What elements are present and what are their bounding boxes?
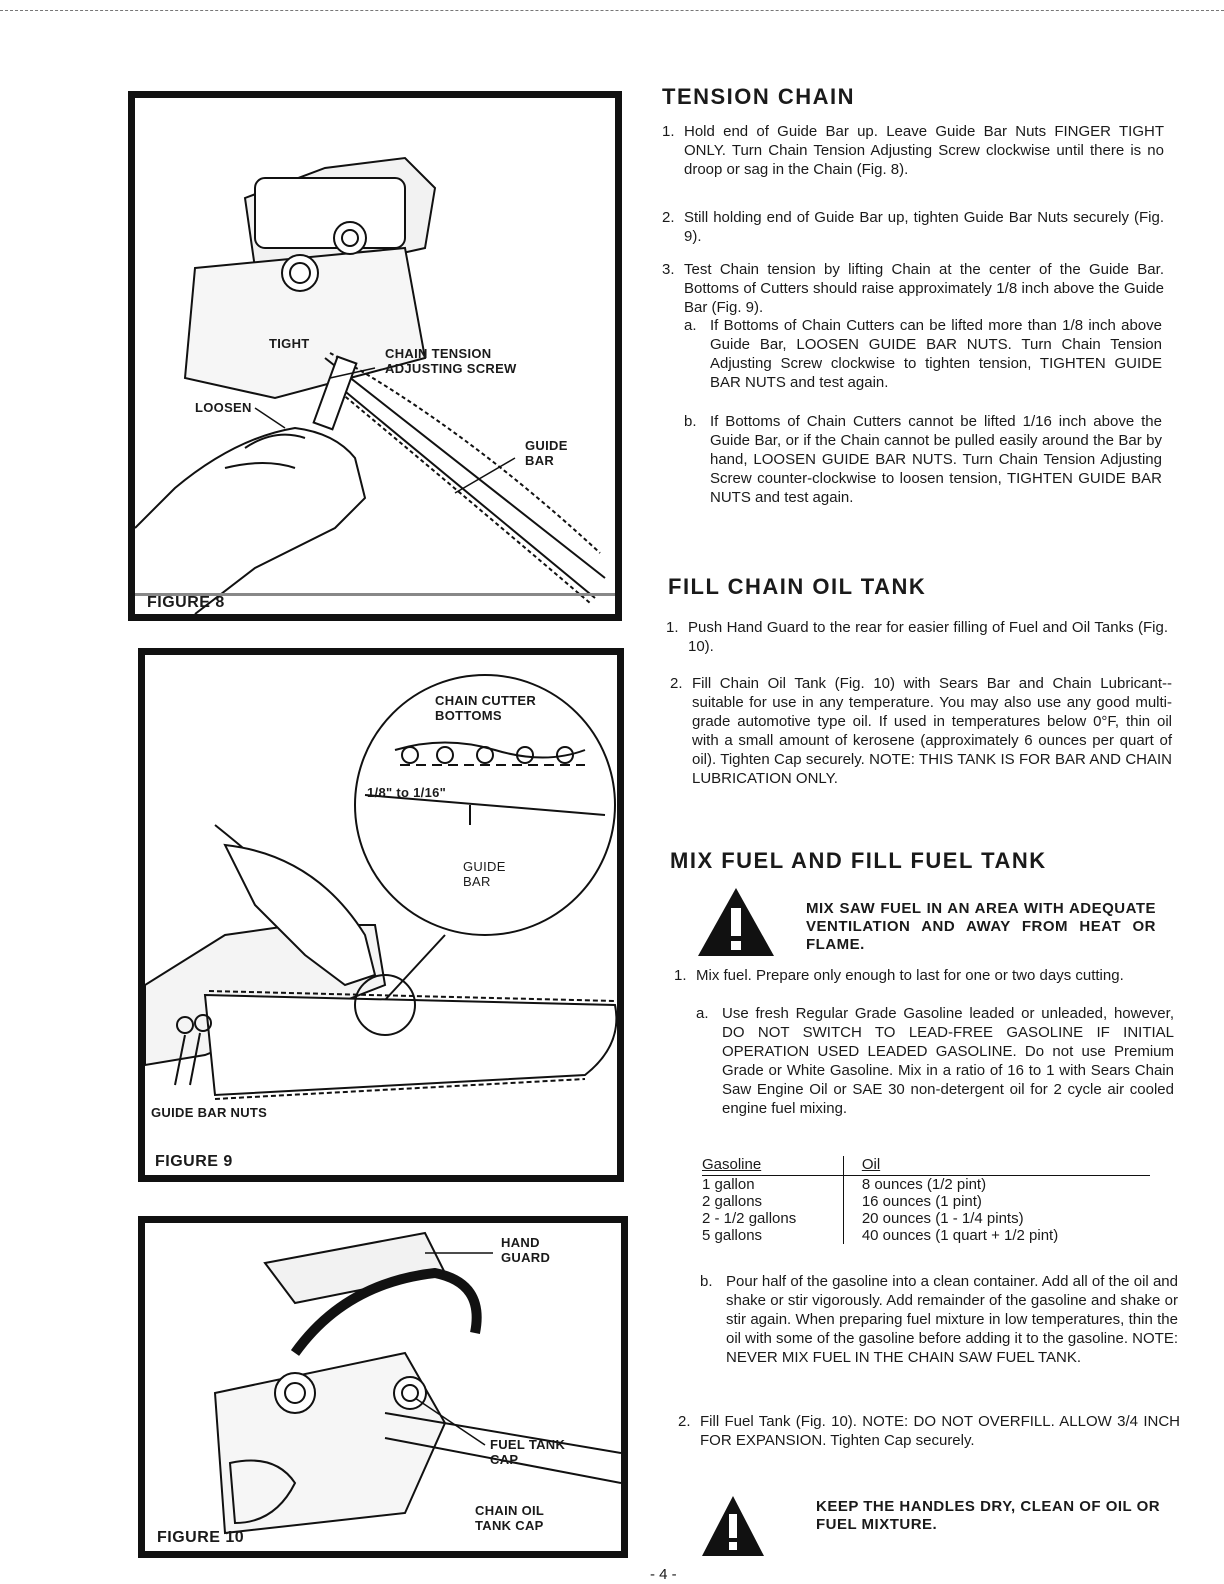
figure-9-label-measure: 1/8" to 1/16" — [367, 785, 447, 800]
item-text: Test Chain tension by lifting Chain at the center of the Guide Bar. Bottoms of Cutters should raise approximately 1/8 inch above the Guide Bar (Fig. 9). — [684, 261, 1164, 316]
figure-10-label-fuel-cap: FUEL TANK CAP — [490, 1437, 566, 1467]
tension-chain-heading: TENSION CHAIN — [662, 84, 856, 109]
figure-8 — [128, 91, 622, 621]
item-text: Fill Chain Oil Tank (Fig. 10) with Sears Bar and Chain Lubricant--suitable for use in any temperature. You may also use any good multi-grade automotive type oil. If used in temperatures below 0°F, thin oil with a small amount of kerosene (approximately 6 ounces per quart of oil). Tighten Cap securely. NOTE: THIS TANK IS FOR BAR AND CHAIN LUBRICATION ONLY. — [692, 675, 1172, 787]
table-header-oil: Oil — [843, 1156, 1150, 1176]
item-text: Fill Fuel Tank (Fig. 10). NOTE: DO NOT OVERFILL. ALLOW 3/4 INCH FOR EXPANSION. Tighten Cap securely. — [700, 1413, 1180, 1449]
figure-8-illustration — [135, 98, 615, 614]
item-number: 3. — [662, 261, 675, 278]
item-text: Use fresh Regular Grade Gasoline leaded or unleaded, however, DO NOT SWITCH TO LEAD-FREE GASOLINE IF INITIAL OPERATION USED LEADED GASOLINE. Do not use Premium Grade or White Gasoline. Mix in a ratio of 16 to 1 with Sears Chain Saw Engine Oil or SAE 30 non-detergent oil for 2 cycle air cooled engine fuel mixing. — [722, 1005, 1174, 1117]
item-number: 2. — [662, 209, 675, 226]
item-letter: b. — [684, 413, 697, 430]
table-header-gasoline: Gasoline — [702, 1156, 762, 1173]
figure-10-label-hand-guard: HAND GUARD — [501, 1235, 551, 1265]
figure-8-caption: FIGURE 8 — [147, 594, 225, 611]
item-number: 2. — [678, 1413, 691, 1430]
figure-8-label-tension-screw: CHAIN TENSION ADJUSTING SCREW — [385, 346, 517, 376]
item-number: 1. — [674, 967, 687, 984]
fill-oil-heading: FILL CHAIN OIL TANK — [668, 574, 927, 599]
item-letter: b. — [700, 1273, 713, 1290]
figure-10-caption: FIGURE 10 — [157, 1529, 245, 1546]
warning-text-1: MIX SAW FUEL IN AN AREA WITH ADEQUATE VENTILATION AND AWAY FROM HEAT OR FLAME. — [806, 900, 1156, 953]
warning-text-2: KEEP THE HANDLES DRY, CLEAN OF OIL OR FUEL MIXTURE. — [816, 1498, 1161, 1533]
figure-9-label-guide-bar-nuts: GUIDE BAR NUTS — [151, 1105, 268, 1120]
table-row — [702, 1176, 1150, 1194]
item-number: 1. — [662, 123, 675, 140]
item-number: 2. — [670, 675, 683, 692]
table-cell: 2 - 1/2 gallons — [702, 1210, 797, 1227]
item-text: Hold end of Guide Bar up. Leave Guide Bar Nuts FINGER TIGHT ONLY. Turn Chain Tension Adjusting Screw clockwise until there is no droop or sag in the Chain (Fig. 8). — [684, 123, 1164, 178]
item-text: Pour half of the gasoline into a clean container. Add all of the oil and shake or stir vigorously. Add remainder of the gasoline and shake or stir again. When preparing fuel mixture in low temperatures, thin the oil with some of the gasoline before adding it to the gasoline. NOTE: NEVER MIX FUEL IN THE CHAIN SAW FUEL TANK. — [726, 1273, 1178, 1366]
figure-8-label-tight: TIGHT — [269, 336, 310, 351]
table-row — [702, 1210, 1150, 1227]
table-row — [702, 1227, 1150, 1244]
table-cell: 8 ounces (1/2 pint) — [843, 1176, 1150, 1194]
item-number: 1. — [666, 619, 679, 636]
page-number: - 4 - — [650, 1566, 677, 1583]
item-letter: a. — [696, 1005, 709, 1022]
table-row — [702, 1193, 1150, 1210]
item-letter: a. — [684, 317, 697, 334]
table-cell: 2 gallons — [702, 1193, 763, 1210]
figure-8-label-loosen: LOOSEN — [195, 400, 252, 415]
fuel-mix-table — [702, 1156, 1150, 1244]
item-text: If Bottoms of Chain Cutters cannot be lifted 1/16 inch above the Guide Bar, or if the Chain cannot be pulled easily around the Bar by hand, LOOSEN GUIDE BAR NUTS. Turn Chain Tension Adjusting Screw counter-clockwise to loosen tension, TIGHTEN GUIDE BAR NUTS and test again. — [710, 413, 1162, 506]
table-cell: 40 ounces (1 quart + 1/2 pint) — [843, 1227, 1150, 1244]
table-cell: 16 ounces (1 pint) — [843, 1193, 1150, 1210]
mix-fuel-heading: MIX FUEL AND FILL FUEL TANK — [670, 848, 1047, 873]
figure-8-label-guide-bar: GUIDE BAR — [525, 438, 568, 468]
table-cell: 1 gallon — [702, 1176, 755, 1193]
item-text: Push Hand Guard to the rear for easier filling of Fuel and Oil Tanks (Fig. 10). — [688, 619, 1168, 655]
table-cell: 20 ounces (1 - 1/4 pints) — [843, 1210, 1150, 1227]
figure-10-label-oil-cap: CHAIN OIL TANK CAP — [475, 1503, 545, 1533]
table-header-row — [702, 1156, 1150, 1176]
item-text: Mix fuel. Prepare only enough to last for one or two days cutting. — [696, 967, 1124, 984]
item-text: Still holding end of Guide Bar up, tighten Guide Bar Nuts securely (Fig. 9). — [684, 209, 1164, 245]
figure-9-label-cutter-bottoms: CHAIN CUTTER BOTTOMS — [435, 693, 537, 723]
figure-10 — [138, 1216, 628, 1558]
top-rule — [0, 10, 1224, 11]
figure-9 — [138, 648, 624, 1182]
warning-icon — [700, 1494, 766, 1558]
figure-10-illustration — [145, 1223, 621, 1551]
table-cell: 5 gallons — [702, 1227, 763, 1244]
item-text: If Bottoms of Chain Cutters can be lifted more than 1/8 inch above Guide Bar, LOOSEN GUIDE BAR NUTS. Turn Chain Tension Adjusting Screw clockwise to tighten tension, TIGHTEN GUIDE BAR NUTS and test again. — [710, 317, 1162, 391]
figure-9-illustration — [145, 655, 617, 1175]
figure-9-label-guide-bar: GUIDE BAR — [463, 859, 506, 889]
figure-9-caption: FIGURE 9 — [155, 1153, 233, 1170]
warning-icon — [696, 886, 776, 958]
